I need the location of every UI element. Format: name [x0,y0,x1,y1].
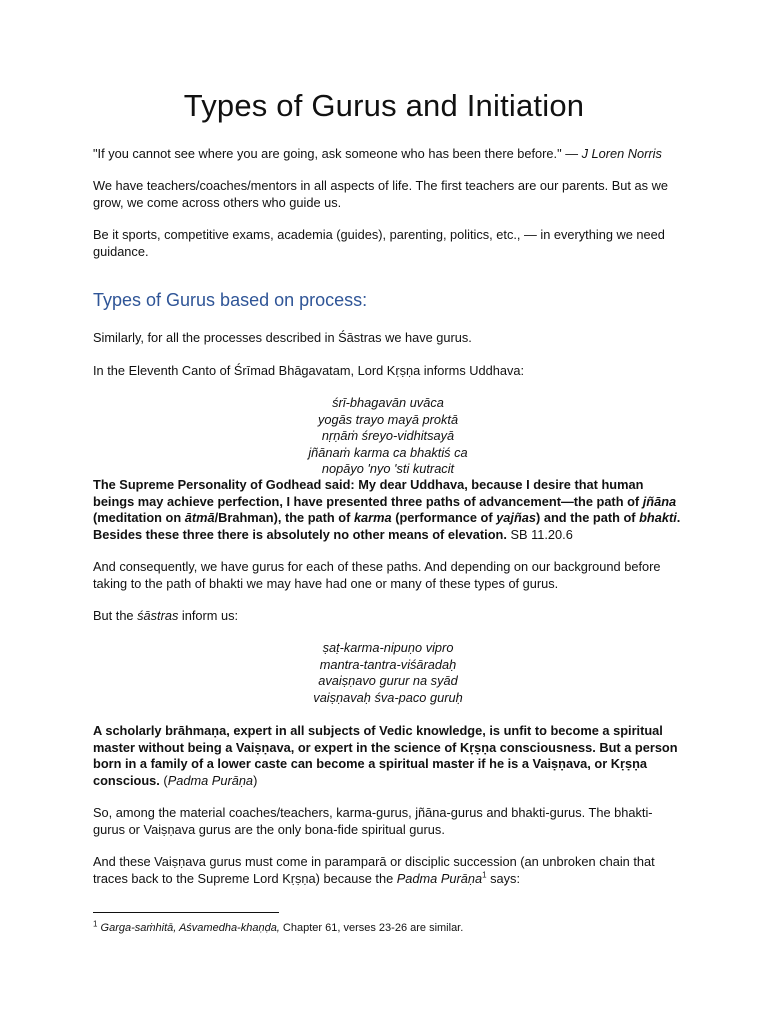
footnote-number: 1 [93,919,98,929]
epigraph-quote [93,146,683,163]
verse-line: vaiṣṇavaḥ śva-paco guruḥ [313,689,463,705]
verse-line: ṣaṭ-karma-nipuṇo vipro [322,640,454,655]
verse-block-2 [93,640,683,706]
footnote-marker[interactable]: 1 [482,870,487,880]
verse-line: yogās trayo mayā proktā [317,411,459,427]
quote-text: "If you cannot see where you are going, ask someone who has been there before." — [93,146,582,161]
verse-translation-2: A scholarly brāhmaṇa, expert in all subjects of Vedic knowledge, is unfit to become a spiritual master without being a Vaiṣṇava, or expert in the science of Kṛṣṇa consciousness. But a person born in a family of a lower caste can become a spiritual master if he is a Vaiṣṇava, or Kṛṣṇa conscious. (Padma Purāṇa) [93,723,678,788]
body-paragraph-7: So, among the material coaches/teachers, karma-gurus, jñāna-gurus and bhakti-gurus. The bhakti-gurus or Vaiṣṇava gurus are the only bona-fide spiritual gurus. [93,805,653,837]
verse-line: jñānaṁ karma ca bhaktiś ca [308,444,468,460]
quote-author: J Loren Norris [581,146,662,161]
body-paragraph-4: In the Eleventh Canto of Śrīmad Bhāgavatam, Lord Kṛṣṇa informs Uddhava: [93,363,525,378]
body-paragraph-8: And these Vaiṣṇava gurus must come in paramparā or disciplic succession (an unbroken chain that traces back to the Supreme Lord Kṛṣṇa) because the Padma Purāṇa$^1$ says: [93,854,655,886]
section-heading: Types of Gurus based on process: [93,290,368,310]
verse-block-1 [93,395,683,478]
verse-reference: SB 11.20.6 [506,526,573,542]
page-title: Types of Gurus and Initiation [183,88,585,123]
verse-line: nṛṇāṁ śreyo-vidhitsayā [321,428,455,443]
footnote: $^1$ Garga-saṁhitā, Aśvamedha-khaṇḍa, Chapter 61, verses 23-26 are similar. [93,919,464,934]
verse-line: nopāyo 'nyo 'sti kutracit [321,461,455,476]
intro-paragraph-1: We have teachers/coaches/mentors in all aspects of life. The first teachers are our parents. But as we grow, we come across others who guide us. [93,178,668,210]
body-paragraph-6: But the śāstras inform us: [93,608,239,623]
source-citation: Padma Purāṇa [167,772,254,788]
verse-line: śrī-bhagavān uvāca [332,395,444,410]
verse-translation-1: The Supreme Personality of Godhead said: My dear Uddhava, because I desire that human beings may achieve perfection, I have presented three paths of advancement—the path of jñāna (meditation on ātmā/Brahman), the path of karma (performance of yajñas) and the path of bhakti. Besides these three there is absolutely no other means of elevation. SB 11.20.6 [93,477,681,542]
intro-paragraph-2: Be it sports, competitive exams, academia (guides), parenting, politics, etc., — in everything we need guidance. [93,227,665,259]
verse-line: mantra-tantra-viśāradaḥ [319,656,457,672]
body-paragraph-3: Similarly, for all the processes described in Śāstras we have gurus. [93,330,472,345]
body-paragraph-5: And consequently, we have gurus for each of these paths. And depending on our background before taking to the path of bhakti we may have had one or many of these types of gurus. [93,559,661,591]
verse-line: avaiṣṇavo gurur na syād [318,673,458,688]
footnote-divider [93,912,279,913]
